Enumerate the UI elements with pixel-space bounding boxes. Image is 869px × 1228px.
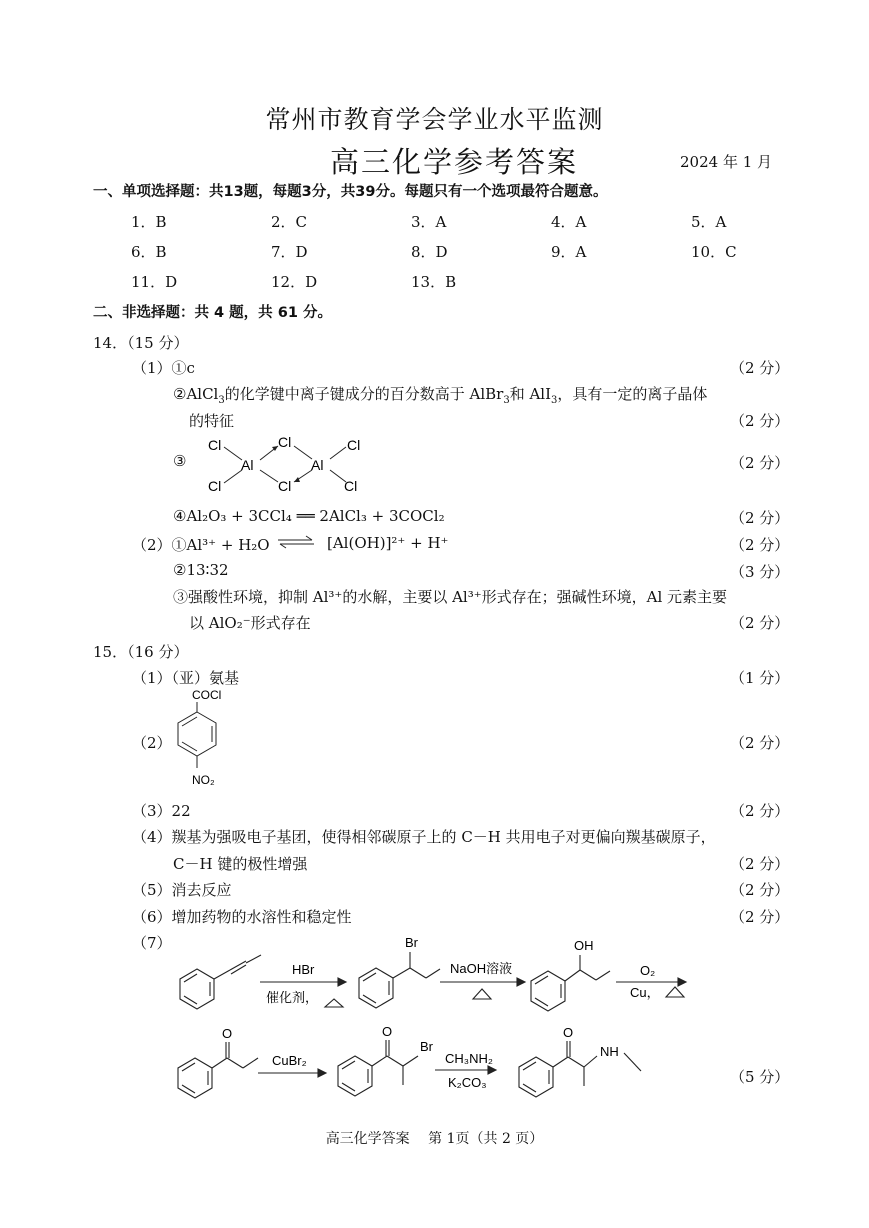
score-3: （2 分） [730, 454, 790, 472]
score-12: （2 分） [730, 881, 790, 899]
reagent-ch3nh2: CH₃NH₂ [445, 1051, 493, 1066]
label-nh: NH [600, 1044, 619, 1059]
q15-4-line2: C－H 键的极性增强 [173, 855, 308, 873]
dimer-label: Cl [208, 437, 222, 453]
score-6: （3 分） [730, 563, 790, 581]
dimer-label: Al [311, 457, 324, 473]
answer-12: 12．D [271, 273, 318, 291]
label-br: Br [420, 1039, 433, 1054]
q15-6: （6）增加药物的水溶性和稳定性 [132, 908, 352, 926]
al2cl6-dimer-structure [200, 430, 370, 500]
q15-title: 15．（16 分） [93, 643, 189, 661]
q14-1-2-line2: 的特征 [189, 412, 235, 430]
label-oh: OH [574, 938, 594, 953]
score-10: （2 分） [730, 802, 790, 820]
answer-2: 2．C [271, 213, 308, 231]
dimer-label: Cl [278, 478, 292, 494]
reagent-catalyst: 催化剂， [266, 990, 319, 1005]
org-title: 常州市教育学会学业水平监测 [265, 105, 604, 134]
reagent-cu: Cu， [630, 985, 660, 1000]
dimer-label: Cl [347, 437, 361, 453]
answer-7: 7．D [271, 243, 308, 261]
q14-2-1-left: （2）①Al³⁺ + H₂O [132, 536, 270, 554]
q14-2-1-right: [Al(OH)]²⁺ + H⁺ [327, 534, 449, 552]
score-4: （2 分） [730, 509, 790, 527]
p-nitrobenzoyl-chloride-structure [168, 686, 228, 792]
answer-3: 3．A [411, 213, 447, 231]
q14-2-3-line2: 以 AlO₂⁻形式存在 [189, 614, 311, 632]
dimer-label: Cl [278, 434, 292, 450]
answer-1: 1．B [131, 213, 167, 231]
score-8: （1 分） [730, 669, 790, 687]
answer-8: 8．D [411, 243, 448, 261]
q14-title: 14．（15 分） [93, 334, 189, 352]
label-br: Br [405, 935, 418, 950]
q15-5: （5）消去反应 [132, 881, 232, 899]
score-5: （2 分） [730, 536, 790, 554]
q14-1-3: ③ [173, 452, 187, 470]
score-7: （2 分） [730, 614, 790, 632]
score-14: （5 分） [730, 1068, 790, 1086]
q14-1-1: （1）①c [132, 359, 195, 377]
label-o: O [222, 1026, 233, 1041]
section1-heading: 一、单项选择题：共13题，每题3分，共39分。每题只有一个选项最符合题意。 [93, 184, 608, 200]
q14-2-3-line1: ③强酸性环境，抑制 Al³⁺的水解，主要以 Al³⁺形式存在；强碱性环境，Al 元素主要 [173, 588, 728, 606]
reagent-o2: O₂ [640, 963, 656, 978]
structure-label: NO₂ [192, 773, 215, 787]
answer-9: 9．A [551, 243, 587, 261]
score-11: （2 分） [730, 855, 790, 873]
section2-heading: 二、非选择题：共 4 题，共 61 分。 [93, 305, 332, 321]
q15-3: （3）22 [132, 802, 191, 820]
dimer-label: Cl [344, 478, 358, 494]
answer-5: 5．A [691, 213, 727, 231]
dimer-label: Al [241, 457, 254, 473]
structure-label: COCl [192, 688, 222, 702]
reagent-k2co3: K₂CO₃ [448, 1075, 487, 1090]
dimer-label: Cl [208, 478, 222, 494]
synthesis-scheme [160, 925, 700, 1105]
label-o: O [563, 1025, 574, 1040]
doc-title: 高三化学参考答案 [330, 145, 579, 179]
score-13: （2 分） [730, 908, 790, 926]
q15-2: （2） [132, 734, 172, 752]
q14-2-2: ②13∶32 [173, 561, 229, 579]
answer-10: 10．C [691, 243, 737, 261]
reagent-cubr2: CuBr₂ [272, 1053, 307, 1068]
label-o: O [382, 1024, 393, 1039]
reagent-hbr: HBr [292, 962, 315, 977]
equilibrium-arrow-icon [276, 534, 316, 550]
answer-4: 4．A [551, 213, 587, 231]
reagent-naoh: NaOH溶液 [450, 961, 513, 976]
page-footer: 高三化学答案 第 1页（共 2 页） [325, 1131, 544, 1147]
score-1: （2 分） [730, 359, 790, 377]
q15-7: （7） [132, 934, 172, 952]
q15-1: （1）（亚）氨基 [132, 669, 240, 687]
q14-1-4: ④Al₂O₃ + 3CCl₄ ══ 2AlCl₃ + 3COCl₂ [173, 507, 445, 525]
answer-6: 6．B [131, 243, 167, 261]
answer-11: 11．D [131, 273, 178, 291]
score-9: （2 分） [730, 734, 790, 752]
score-2: （2 分） [730, 412, 790, 430]
q14-1-2-line1: ②AlCl$_3$的化学键中离子键成分的百分数高于 AlBr$_3$和 AlI$_3$，具有一定的离子晶体 [173, 385, 708, 406]
doc-date: 2024 年 1 月 [680, 153, 773, 171]
q15-4-line1: （4）羰基为强吸电子基团，使得相邻碳原子上的 C－H 共用电子对更偏向羰基碳原子， [132, 828, 716, 846]
answer-13: 13．B [411, 273, 457, 291]
